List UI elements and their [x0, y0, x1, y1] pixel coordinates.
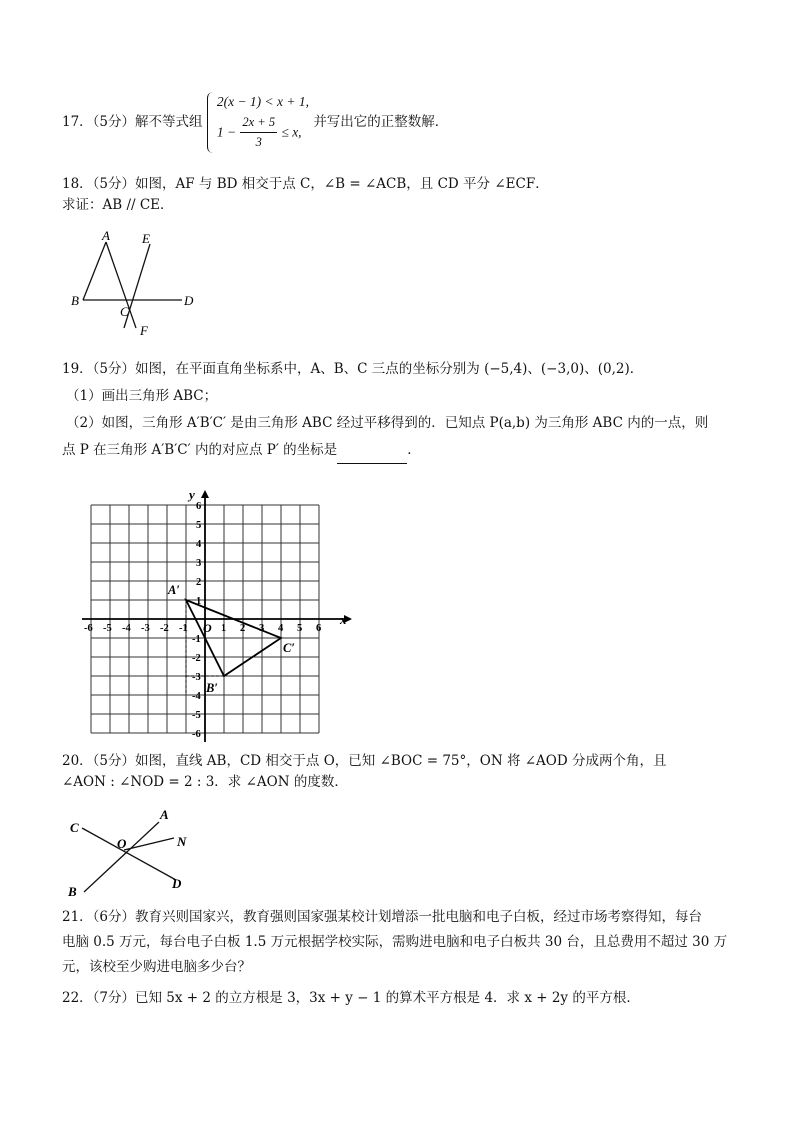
q21-line1: 21．（6分）教育兴则国家兴，教育强则国家强某校计划增添一批电脑和电子白板，经过市场考察得知，每台 [62, 909, 703, 925]
brace [207, 92, 216, 153]
question-20 [62, 751, 666, 793]
y-axis-arrow [201, 490, 209, 498]
x-tick-label: 2 [240, 623, 246, 634]
q17-frac-den: 3 [255, 135, 262, 150]
q17-line2-pre: 1 − [216, 124, 237, 140]
y-tick-label: 3 [196, 558, 202, 569]
x-tick-label: 4 [278, 623, 284, 634]
origin-label: O [203, 621, 212, 635]
q20-line2: ∠AON : ∠NOD = 2 : 3．求 ∠AON 的度数． [62, 773, 348, 790]
question-22 [62, 988, 640, 1009]
q17-line2 [217, 113, 309, 153]
question-18 [62, 174, 549, 216]
q20-figure [62, 804, 202, 900]
y-tick-label: 6 [196, 501, 202, 512]
y-tick-label: -6 [192, 729, 201, 740]
q18-line1: 18．（5分）如图，AF 与 BD 相交于点 C，∠B = ∠ACB，且 CD 平分 ∠ECF． [62, 176, 549, 192]
q18-label-A: A [102, 228, 110, 243]
q17-prefix: 17．（5分）解不等式组 [62, 113, 203, 130]
q21-line3: 元，该校至少购进电脑多少台？ [62, 958, 251, 975]
y-axis-label: y [189, 490, 195, 502]
x-tick-label: -4 [122, 623, 131, 634]
x-tick-label: 3 [259, 623, 265, 634]
q22-line1: 22．（7分）已知 5x + 2 的立方根是 3，3x + y − 1 的算术平方根是 4．求 x + 2y 的平方根． [62, 990, 640, 1006]
x-axis-label: x [340, 612, 347, 627]
q20-label-A: A [160, 807, 169, 822]
q18-figure [66, 228, 206, 340]
q19-part2b-line [62, 437, 708, 464]
y-tick-label: -3 [192, 672, 201, 683]
question-19 [62, 356, 708, 464]
q18-label-E: E [142, 231, 150, 246]
q17-line1: 2(x − 1) < x + 1, [216, 94, 310, 109]
y-tick-label: -1 [192, 634, 201, 645]
q21-line2: 电脑 0.5 万元，每台电子白板 1.5 万元根据学校实际，需购进电脑和电子白板共 30 台，且总费用不超过 30 万 [62, 933, 728, 950]
q19-part2: （2）如图，三角形 A′B′C′ 是由三角形 ABC 经过平移得到的．已知点 P(a,b) 为三角形 ABC 内的一点，则 [66, 415, 709, 431]
y-tick-label: -4 [192, 691, 201, 702]
q19-line1: 19．（5分）如图，在平面直角坐标系中，A、B、C 三点的坐标分别为 (−5,4)、(−3,0)、(0,2)． [62, 361, 644, 377]
x-tick-label: 5 [297, 623, 303, 634]
q20-label-O: O [117, 836, 127, 851]
q20-label-C: C [70, 820, 79, 835]
x-tick-label: 6 [316, 623, 322, 634]
coordinate-grid [82, 490, 357, 742]
y-tick-label: 1 [196, 596, 202, 607]
q20-label-N: N [177, 834, 187, 849]
x-tick-label: 1 [221, 623, 227, 634]
q17-suffix: 并写出它的正整数解． [313, 113, 449, 130]
q19-part2c: ． [407, 442, 421, 458]
x-tick-label: -5 [103, 623, 112, 634]
q17-line2-post: ≤ x, [281, 124, 302, 140]
q18-label-B: B [71, 293, 79, 308]
x-tick-label: -6 [84, 623, 93, 634]
y-tick-label: 2 [196, 577, 202, 588]
q17-fraction [240, 113, 277, 153]
point-label-C: C′ [283, 641, 295, 655]
q20-line1: 20．（5分）如图，直线 AB，CD 相交于点 O，已知 ∠BOC = 75°，ON 将 ∠AOD 分成两个角，且 [62, 753, 667, 769]
question-17 [62, 92, 448, 153]
answer-blank [337, 451, 407, 464]
q18-label-F: F [140, 323, 148, 338]
point-label-A: A′ [168, 583, 180, 597]
y-tick-label: -5 [192, 710, 201, 721]
q19-part1: （1）画出三角形 ABC； [66, 388, 218, 404]
y-tick-label: 4 [196, 539, 202, 550]
question-21 [62, 905, 727, 980]
x-tick-label: -3 [141, 623, 150, 634]
q17-frac-num: 2x + 5 [240, 113, 277, 133]
x-tick-label: -1 [179, 623, 188, 634]
point-label-B: B′ [206, 681, 218, 695]
q20-label-D: D [172, 876, 182, 891]
q18-label-D: D [184, 293, 194, 308]
y-tick-label: -2 [192, 653, 201, 664]
y-tick-label: 5 [196, 520, 202, 531]
q20-label-B: B [68, 884, 77, 899]
inequality-system [207, 92, 309, 153]
q18-label-C: C [120, 304, 129, 319]
x-tick-label: -2 [160, 623, 169, 634]
q18-line2: 求证：AB // CE． [62, 196, 174, 213]
q19-part2b: 点 P 在三角形 A′B′C′ 内的对应点 P′ 的坐标是 [62, 442, 338, 458]
